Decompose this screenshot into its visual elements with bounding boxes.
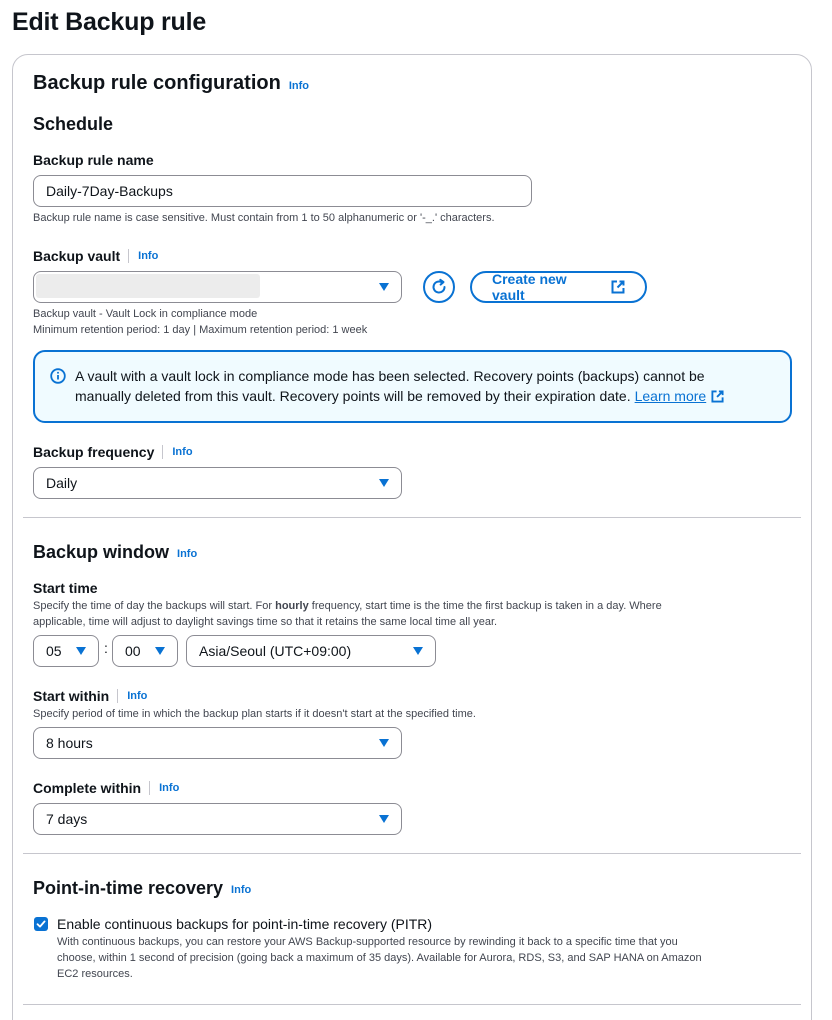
start-within-desc: Specify period of time in which the backup plan starts if it doesn't start at the specified time.	[33, 708, 476, 720]
rule-name-input[interactable]: Daily-7Day-Backups	[33, 175, 532, 207]
vault-info-link[interactable]: Info	[128, 249, 158, 263]
start-within-label-row	[33, 688, 147, 704]
start-time-desc-2: applicable, time will adjust to daylight savings time so that it retains the same local time all year.	[33, 616, 498, 628]
start-hour-value: 05	[46, 643, 62, 659]
time-colon: :	[104, 640, 108, 656]
vault-hint-2: Minimum retention period: 1 day | Maximum retention period: 1 week	[33, 324, 368, 336]
vault-label-row	[33, 248, 158, 264]
alert-line-1: A vault with a vault lock in compliance mode has been selected. Recovery points (backups) cannot be	[75, 368, 705, 384]
chevron-down-icon	[413, 647, 423, 655]
complete-within-label: Complete within	[33, 780, 142, 796]
rule-name-label: Backup rule name	[33, 152, 154, 168]
window-info-link[interactable]: Info	[177, 548, 198, 560]
start-within-label: Start within	[33, 688, 110, 704]
start-time-label: Start time	[33, 580, 98, 596]
section-divider	[23, 1004, 801, 1005]
complete-within-info-link[interactable]: Info	[149, 781, 179, 795]
alert-message	[75, 366, 787, 406]
checkmark-icon	[36, 919, 46, 929]
refresh-vault-button[interactable]	[423, 271, 455, 303]
start-time-desc-post: frequency, start time is the time the first backup is taken in a day. Where	[308, 600, 662, 612]
chevron-down-icon	[379, 815, 389, 823]
chevron-down-icon	[155, 647, 165, 655]
start-time-desc	[33, 598, 662, 614]
section-divider	[23, 517, 801, 518]
start-time-desc-bold: hourly	[275, 600, 309, 612]
external-link-icon	[711, 390, 724, 403]
backup-rule-panel	[12, 54, 812, 1020]
config-info-link[interactable]: Info	[288, 79, 309, 92]
info-circle-icon	[50, 368, 66, 384]
pitr-info-link[interactable]: Info	[231, 884, 252, 896]
pitr-desc-1: With continuous backups, you can restore your AWS Backup-supported resource by rewinding it back to a specific time that you	[57, 936, 678, 948]
pitr-checkbox[interactable]	[34, 917, 48, 931]
page-title: Edit Backup rule	[12, 8, 207, 36]
pitr-checkbox-label[interactable]: Enable continuous backups for point-in-time recovery (PITR)	[57, 916, 433, 932]
config-title: Backup rule configuration	[33, 72, 281, 94]
frequency-value: Daily	[46, 475, 78, 491]
vault-lock-alert	[33, 350, 792, 423]
pitr-title: Point-in-time recovery	[33, 878, 224, 898]
window-title: Backup window	[33, 542, 170, 562]
vault-label: Backup vault	[33, 248, 121, 264]
start-within-info-link[interactable]: Info	[117, 689, 147, 703]
config-header	[33, 72, 309, 95]
frequency-select[interactable]	[33, 467, 402, 499]
chevron-down-icon	[76, 647, 86, 655]
learn-more-link[interactable]: Learn more	[634, 388, 707, 404]
frequency-label-row	[33, 444, 193, 460]
start-within-select[interactable]	[33, 727, 402, 759]
create-vault-button[interactable]	[470, 271, 647, 303]
vault-value-redacted	[36, 274, 260, 298]
external-link-icon	[611, 280, 625, 294]
pitr-desc-3: EC2 resources.	[57, 968, 133, 980]
frequency-info-link[interactable]: Info	[162, 445, 192, 459]
start-hour-select[interactable]	[33, 635, 99, 667]
section-divider	[23, 853, 801, 854]
start-within-value: 8 hours	[46, 735, 93, 751]
window-header	[33, 542, 197, 563]
alert-line-2: manually deleted from this vault. Recovery points will be removed by their expiration date.	[75, 388, 631, 404]
vault-select[interactable]	[33, 271, 402, 303]
alert-line-2-row	[75, 386, 787, 406]
schedule-title: Schedule	[33, 114, 114, 134]
complete-within-value: 7 days	[46, 811, 88, 827]
chevron-down-icon	[379, 739, 389, 747]
chevron-down-icon	[379, 283, 389, 291]
complete-within-label-row	[33, 780, 179, 796]
start-minute-value: 00	[125, 643, 141, 659]
rule-name-hint: Backup rule name is case sensitive. Must contain from 1 to 50 alphanumeric or '-_.' characters.	[33, 212, 495, 224]
timezone-select[interactable]	[186, 635, 436, 667]
frequency-label: Backup frequency	[33, 444, 155, 460]
create-vault-label: Create new vault	[492, 271, 567, 303]
timezone-value: Asia/Seoul (UTC+09:00)	[199, 643, 352, 659]
complete-within-select[interactable]	[33, 803, 402, 835]
chevron-down-icon	[379, 479, 389, 487]
pitr-header	[33, 878, 251, 899]
start-time-desc-pre: Specify the time of day the backups will start. For	[33, 600, 276, 612]
refresh-icon	[430, 278, 448, 296]
start-minute-select[interactable]	[112, 635, 178, 667]
vault-hint-1: Backup vault - Vault Lock in compliance mode	[33, 308, 258, 320]
pitr-desc-2: choose, within 1 second of precision (going back a maximum of 35 days). Available for Aurora, RDS, S3, and SAP HANA on Amazon	[57, 952, 702, 964]
